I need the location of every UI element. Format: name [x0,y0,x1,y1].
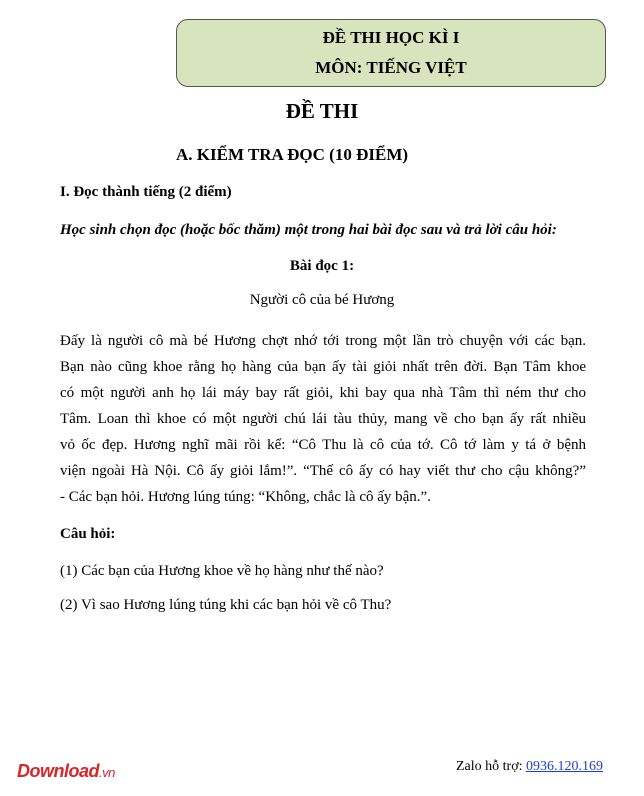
exam-header-line2: MÔN: TIẾNG VIỆT [315,58,467,77]
passage-line: Đấy là người cô mà bé Hương chợt nhớ tới trong một lần trò chuyện với các bạn. [60,333,586,349]
reading-passage [60,328,586,510]
zalo-support [456,759,603,775]
story-title: Người cô của bé Hương [249,292,395,308]
logo-brand-text: Download [17,761,99,781]
passage-line: Tâm. Loan thì khoe có một người chú lái tàu thủy, mang về cho bạn ấy rất nhiều [60,411,586,427]
passage-line: Bạn nào cũng khoe rằng họ hàng của bạn ấy tài giỏi nhất trên đời. Bạn Tâm khoe [60,359,586,375]
passage-line: có một người anh họ lái máy bay rất giỏi, khi bay qua nhà Tâm thì ném thư cho [60,385,586,401]
passage-line: - Các bạn hỏi. Hương lúng túng: “Không, chắc là cô ấy bận.”. [60,489,431,505]
download-vn-logo[interactable] [17,761,115,782]
zalo-phone-link[interactable]: 0936.120.169 [526,759,603,774]
section-a-heading: A. KIỂM TRA ĐỌC (10 ĐIỂM) [176,145,409,164]
passage-line: vỏ ốc đẹp. Hương nghĩ mãi rồi kể: “Cô Thu là cô của tớ. Cô tớ làm y tá ở bệnh [60,437,586,453]
exam-header-box [176,19,606,87]
passage-line: viện ngoài Hà Nội. Cô ấy giỏi lắm!”. “Thế cô ấy có hay viết thư cho cậu không?” [60,463,586,479]
exam-header-line1: ĐỀ THI HỌC KÌ I [322,28,460,47]
section-i-heading: I. Đọc thành tiếng (2 điểm) [60,184,232,200]
reading-title: Bài đọc 1: [289,258,355,274]
question-2: (2) Vì sao Hương lúng túng khi các bạn hỏi về cô Thu? [60,597,392,613]
logo-tld-text: .vn [99,765,115,780]
page-title: ĐỀ THI [285,99,359,123]
instruction-text: Học sinh chọn đọc (hoặc bốc thăm) một trong hai bài đọc sau và trả lời câu hỏi: [60,222,557,238]
question-1: (1) Các bạn của Hương khoe về họ hàng như thế nào? [60,563,384,579]
questions-label: Câu hỏi: [60,526,116,542]
zalo-label: Zalo hỗ trợ: [456,759,526,774]
